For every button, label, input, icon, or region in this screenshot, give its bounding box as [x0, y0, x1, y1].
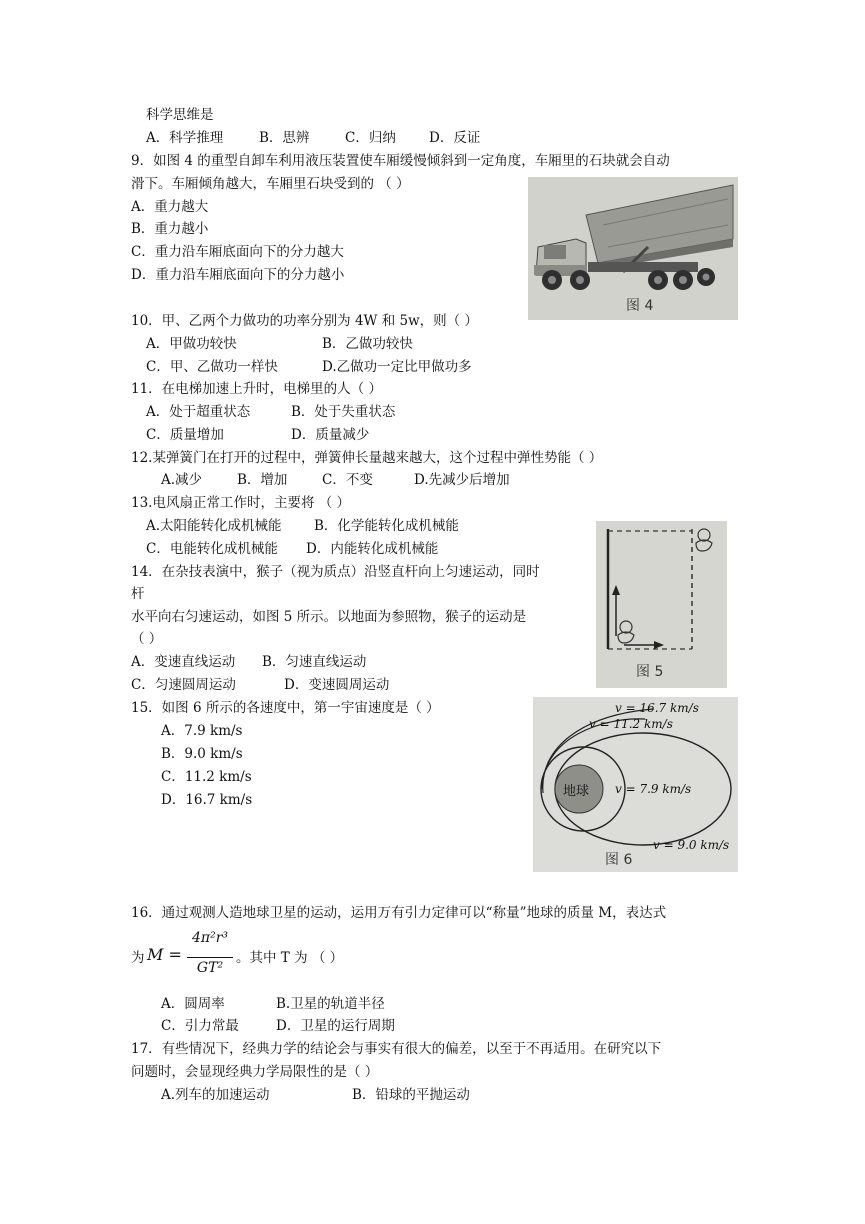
- figure-5-monkey-pole: [596, 521, 727, 688]
- q14-stem-line1: 14．在杂技表演中，猴子（视为质点）沿竖直杆向上匀速运动，同时: [131, 564, 540, 580]
- q12-option-c: C．不变: [322, 472, 373, 488]
- q14-stem-line3: 水平向右匀速运动，如图 5 所示。以地面为参照物，猴子的运动是: [131, 609, 527, 625]
- q16-stem-pre: 为: [131, 950, 145, 966]
- q14-stem-line2: 杆: [131, 586, 145, 602]
- q8-stem-cont: 科学思维是: [146, 107, 214, 123]
- q17-stem-line1: 17．有些情况下，经典力学的结论会与事实有很大的偏差，以至于不再适用。在研究以下: [131, 1041, 662, 1057]
- figure-4-caption: 图 4: [626, 298, 654, 314]
- q10-option-a: A．甲做功较快: [146, 336, 237, 352]
- q11-option-b: B．处于失重状态: [291, 404, 396, 420]
- q15-option-d: D．16.7 km/s: [161, 792, 253, 808]
- figure-5-caption: 图 5: [636, 664, 664, 680]
- q17-option-a: A.列车的加速运动: [161, 1087, 270, 1103]
- earth-label: 地球: [563, 784, 590, 799]
- q14-option-a: A．变速直线运动: [131, 654, 236, 670]
- formula-fraction-bar: [187, 957, 233, 958]
- q15-option-b: B．9.0 km/s: [161, 746, 243, 762]
- figure-4-dump-truck: [528, 177, 738, 320]
- q12-option-d: D.先减少后增加: [414, 472, 510, 488]
- q9-stem-line1: 9．如图 4 的重型自卸车利用液压装置使车厢缓慢倾斜到一定角度，车厢里的石块就会自动: [131, 153, 670, 169]
- q15-stem: 15．如图 6 所示的各速度中，第一宇宙速度是（ ）: [131, 700, 440, 716]
- velocity-label-7-9: v = 7.9 km/s: [615, 782, 692, 796]
- q13-option-b: B．化学能转化成机械能: [314, 518, 459, 534]
- q11-option-d: D．质量减少: [291, 427, 370, 443]
- q13-option-d: D．内能转化成机械能: [306, 541, 439, 557]
- q14-option-d: D．变速圆周运动: [284, 677, 390, 693]
- formula-denominator: GT²: [196, 960, 224, 976]
- formula-lhs: M =: [147, 945, 182, 964]
- q16-option-b: B.卫星的轨道半径: [276, 996, 385, 1012]
- q10-stem: 10．甲、乙两个力做功的功率分别为 4W 和 5w，则（ ）: [131, 313, 478, 329]
- q16-option-c: C．引力常最: [161, 1018, 239, 1034]
- q16-stem-post: 。其中 T 为 （ ）: [236, 950, 344, 966]
- q10-option-c: C．甲、乙做功一样快: [146, 359, 278, 375]
- q10-option-b: B．乙做功较快: [322, 336, 413, 352]
- velocity-label-16-7: v = 16.7 km/s: [615, 701, 699, 715]
- q14-option-b: B．匀速直线运动: [262, 654, 367, 670]
- q13-stem: 13.电风扇正常工作时，主要将 （ ）: [131, 495, 351, 511]
- q17-option-b: B．铅球的平抛运动: [352, 1087, 470, 1103]
- q10-option-d: D.乙做功一定比甲做功多: [322, 359, 472, 375]
- q9-stem-line2: 滑下。车厢倾角越大，车厢里石块受到的 （ ）: [131, 176, 410, 192]
- q12-option-a: A.减少: [161, 472, 203, 488]
- formula-numerator: 4π²r³: [191, 930, 229, 946]
- q9-option-d: D．重力沿车厢底面向下的分力越小: [131, 267, 345, 283]
- q14-option-c: C．匀速圆周运动: [131, 677, 236, 693]
- q11-stem: 11．在电梯加速上升时，电梯里的人（ ）: [131, 381, 382, 397]
- velocity-label-11-2: v = 11.2 km/s: [589, 717, 673, 731]
- q12-option-b: B．增加: [237, 472, 288, 488]
- q8-option-a: A．科学推理: [146, 130, 224, 146]
- q15-option-a: A．7.9 km/s: [161, 723, 243, 739]
- q9-option-a: A．重力越大: [131, 199, 209, 215]
- q16-option-d: D．卫星的运行周期: [276, 1018, 395, 1034]
- q8-option-c: C．归纳: [345, 130, 396, 146]
- velocity-label-9-0: v = 9.0 km/s: [653, 838, 730, 852]
- figure-6-cosmic-velocities: [533, 697, 738, 872]
- q13-option-c: C．电能转化成机械能: [146, 541, 278, 557]
- q13-option-a: A.太阳能转化成机械能: [146, 518, 282, 534]
- q11-option-c: C．质量增加: [146, 427, 224, 443]
- q9-option-c: C．重力沿车厢底面向下的分力越大: [131, 244, 344, 260]
- q17-stem-line2: 问题时，会显现经典力学局限性的是（ ）: [131, 1064, 379, 1080]
- q12-stem: 12.某弹簧门在打开的过程中，弹簧伸长量越来越大，这个过程中弹性势能（ ）: [131, 450, 603, 466]
- q9-option-b: B．重力越小: [131, 221, 209, 237]
- q11-option-a: A．处于超重状态: [146, 404, 251, 420]
- q8-option-b: B．思辨: [259, 130, 310, 146]
- figure-6-caption: 图 6: [605, 852, 633, 868]
- q16-stem-line1: 16．通过观测人造地球卫星的运动，运用万有引力定律可以“称量”地球的质量 M，表达式: [131, 905, 667, 921]
- q8-option-d: D．反证: [429, 130, 481, 146]
- q16-option-a: A．圆周率: [161, 996, 225, 1012]
- q14-stem-line4: （ ）: [131, 631, 163, 647]
- q15-option-c: C．11.2 km/s: [161, 769, 252, 785]
